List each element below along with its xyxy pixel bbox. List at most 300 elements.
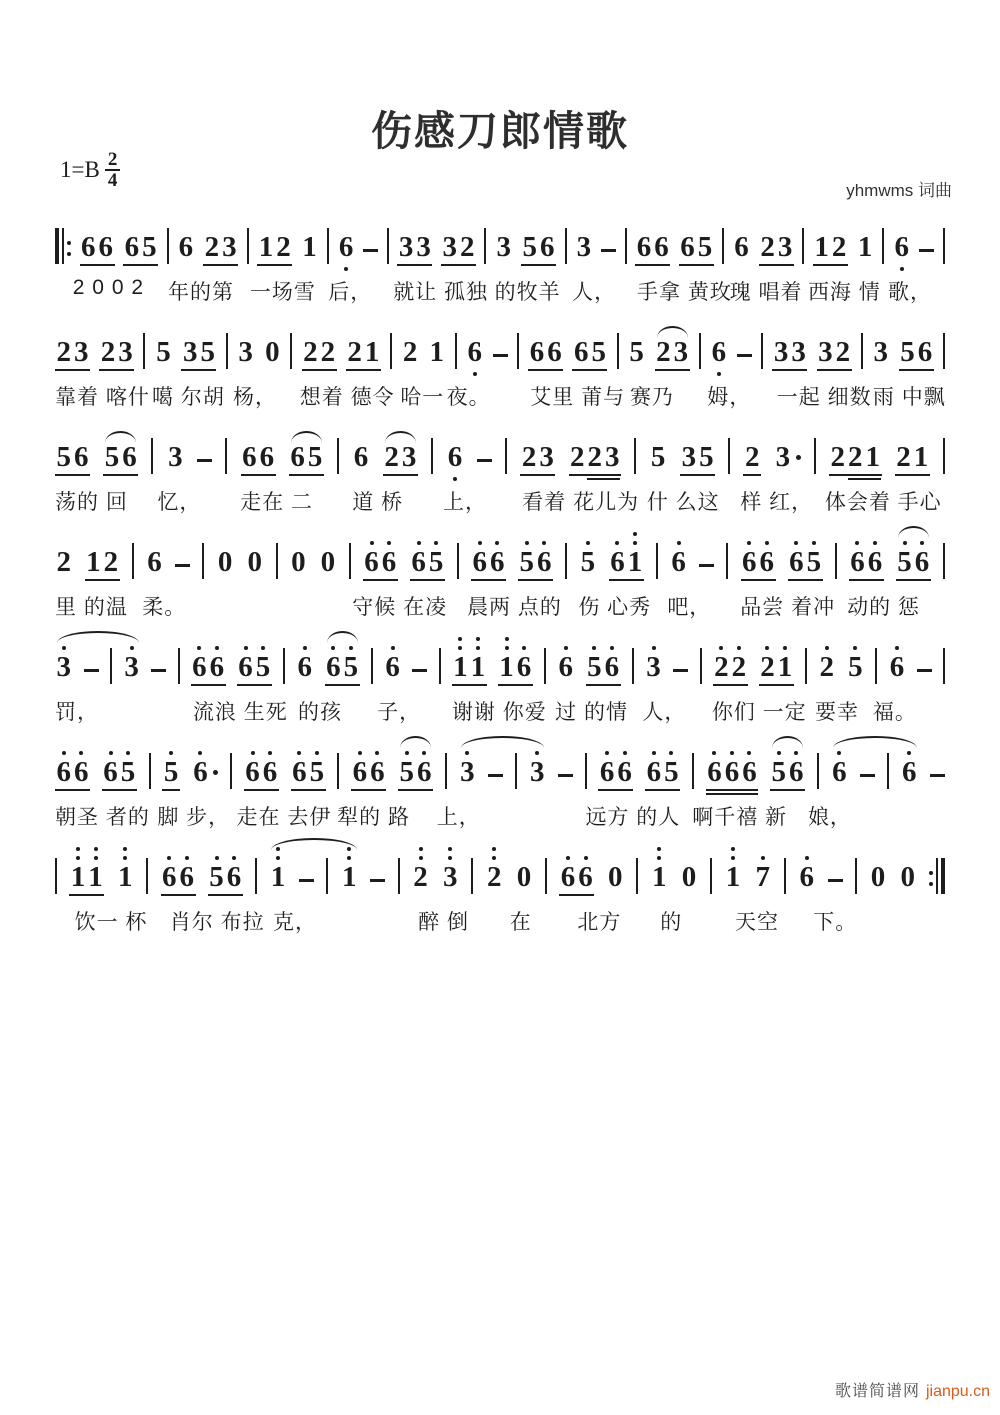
note-group [146,530,164,581]
note-group [572,320,607,371]
high-octave-dot [391,646,395,650]
lyric-line [55,381,945,409]
high-octave-dot [855,541,859,545]
note-digit: 0 [516,861,532,893]
note [319,320,337,367]
site-url: jianpu.cn [925,1383,990,1400]
note [308,740,326,787]
octave-dots [907,740,911,757]
note [216,530,234,577]
note-digit: 6 [472,546,487,578]
note [559,845,577,892]
lyric-line [55,696,945,724]
note-digit: 5 [104,441,120,473]
note [352,425,370,472]
octave-dots [458,635,462,652]
note-group [102,740,137,791]
note-digit: 1 [913,441,929,473]
lyric-fragment: 啊千禧 新 [692,806,788,829]
note [192,740,210,787]
octave-dots [853,635,857,652]
lyric-fragment: 流浪 生死 [192,701,288,724]
note-digit: 6 [364,546,379,578]
note [306,425,324,472]
note-digit: 6 [124,231,140,263]
note [258,425,276,472]
note-group [528,740,546,791]
note [257,215,275,262]
note-group [80,215,115,266]
note-digit: 1 [652,861,667,893]
barline [225,438,227,474]
barline [505,438,507,474]
high-octave-dot [505,637,509,641]
high-octave-dot [232,856,236,860]
note [830,215,848,262]
note-digit: 1 [88,861,103,893]
note [384,635,402,682]
octave-dots [215,845,219,862]
note [772,320,790,367]
note [528,740,546,787]
lyric-fragment: 什 么这 [646,491,720,514]
note [99,320,117,367]
note-digit: 6 [742,546,757,578]
note-group [177,215,195,266]
note-digit: 3 [238,336,253,368]
octave-dots [677,530,681,547]
note-digit: 6 [122,441,137,473]
note [607,845,625,892]
note-digit: 2 [56,336,71,368]
barline [283,648,285,684]
barline [326,858,328,894]
note-group [495,215,513,266]
lyric-line [55,906,945,934]
note [102,530,120,577]
octave-dots [615,530,619,547]
note-digit: 3 [773,336,789,368]
note [55,425,73,472]
note [604,425,622,472]
note [123,215,141,262]
octave-dots [873,530,877,547]
key-text: 1=B [60,157,100,183]
note-digit: 1 [814,231,829,263]
high-octave-dot [458,646,462,650]
dash-note [737,354,752,357]
barline [943,333,945,369]
high-octave-dot [747,751,751,755]
note-group [655,320,690,371]
dash-note [197,459,212,462]
low-octave-dot [717,372,721,376]
note-digit: 2 [402,336,418,368]
note [575,215,593,262]
barline [149,753,151,789]
note-group [384,635,402,686]
note [241,425,259,472]
high-octave-dot [251,751,255,755]
note-digit: 2 [848,441,863,473]
note-digit: 6 [147,546,162,578]
octave-dots [261,635,265,652]
high-octave-dot [434,541,438,545]
notation-line [55,424,945,476]
high-octave-dot [903,541,907,545]
dash-note [299,879,314,882]
note-group [849,530,884,581]
barline [835,543,837,579]
note-digit: 5 [664,756,679,788]
high-octave-dot [62,751,66,755]
note-digit: 3 [443,861,458,893]
lyric-fragment: 柔。 [142,596,187,619]
lyric-fragment: 品尝 着冲 [740,596,836,619]
note-digit: 2 [896,441,911,473]
note-group [55,320,90,371]
note-digit: 6 [516,651,532,683]
octave-dots [315,740,319,757]
lyric-fragment: 娘， [807,806,852,829]
note [412,845,430,892]
barline [545,858,547,894]
high-octave-dot [123,856,127,860]
note [572,320,590,367]
note-digit: 2 [714,651,729,683]
note-digit: 1 [429,336,445,368]
note-group [55,530,73,581]
octave-dots [805,845,809,862]
note-digit: 6 [370,756,385,788]
octave-dots [387,530,391,547]
notation-line [55,529,945,581]
high-octave-dot [79,751,83,755]
note-digit: 5 [309,756,325,788]
note-group [741,530,776,581]
octave-dots [777,740,781,757]
note-group [397,215,432,266]
note-group [337,215,355,266]
note-digit: 2 [347,336,362,368]
barline [855,858,857,894]
lyric-fragment: 雨 中飘 [872,386,946,409]
note-group [788,530,823,581]
time-denominator: 4 [105,169,121,190]
octave-dots [657,845,661,862]
note [208,845,226,892]
note-digit: 5 [255,651,271,683]
octave-dots [652,740,656,757]
dash-note [919,249,934,252]
note-digit: 6 [914,546,930,578]
note-digit: 5 [897,546,912,578]
note-group [569,425,622,476]
octave-dots [130,635,134,652]
note-digit: 2 [760,651,775,683]
high-octave-dot [907,751,911,755]
note-group [895,425,930,476]
octave-dots [783,635,787,652]
note-digit: 6 [547,336,562,368]
notation-line [55,214,945,266]
note-group [296,635,314,686]
note [598,740,616,787]
note-digit: 6 [81,231,96,263]
barline [226,333,228,369]
note-group [759,635,794,686]
high-octave-dot [268,751,272,755]
high-octave-dot [522,646,526,650]
note-digit: 6 [529,336,545,368]
note [400,425,418,472]
note [466,320,484,367]
note [788,740,806,787]
lyric-fragment: 的牧羊 [494,281,561,304]
note [301,215,319,262]
octave-dots [62,635,66,652]
barline [585,753,587,789]
note-digit: 6 [889,651,905,683]
note [55,530,73,577]
note [237,635,255,682]
lyric-fragment: 就让 孤独 [393,281,489,304]
dash-note [477,459,492,462]
note [87,845,105,892]
note [653,215,671,262]
octave-dots [391,635,395,652]
note [536,530,554,577]
note-digit: 1 [453,651,468,683]
note-digit: 5 [650,441,666,473]
high-octave-dot [417,541,421,545]
note-digit: 6 [724,756,740,788]
note-digit: 6 [178,231,194,263]
note-digit: 2 [100,336,116,368]
barline [617,333,619,369]
note-group [208,845,243,896]
lyric-fragment: 走在 二 [240,491,313,514]
octave-dots [825,635,829,652]
high-octave-dot [623,751,627,755]
barline [445,753,447,789]
note-digit: 3 [118,336,133,368]
octave-dots [197,635,201,652]
note-group [216,530,234,581]
note-digit: 6 [599,756,615,788]
note [264,320,282,367]
note [363,320,381,367]
note [774,425,792,472]
note-digit: 5 [399,756,414,788]
high-octave-dot [349,646,353,650]
barline [710,858,712,894]
octave-dots [303,635,307,652]
note-digit: 5 [519,546,534,578]
note-digit: 6 [353,441,369,473]
note-digit: 0 [247,546,262,578]
high-octave-dot [215,856,219,860]
octave-dots [730,740,734,757]
octave-dots [542,530,546,547]
note-group [645,740,680,791]
note [817,320,835,367]
note-digit: 2 [731,651,747,683]
note-group [319,530,337,581]
high-octave-dot [825,646,829,650]
note-digit: 2 [760,231,775,263]
lyric-fragment: 走在 去伊 [236,806,332,829]
notation-line [55,319,945,371]
note [770,740,788,787]
barline [290,333,292,369]
note [181,320,199,367]
lyric-fragment: 吧， [667,596,712,619]
note [706,740,724,787]
note-digit: 5 [848,651,863,683]
note-digit: 6 [789,756,804,788]
lyric-fragment: 要幸 [815,701,860,724]
octave-dots [478,530,482,547]
note-group [466,320,484,371]
note-group [246,530,264,581]
note-digit: 3 [673,336,689,368]
high-octave-dot [315,751,319,755]
note [397,215,415,262]
note-digit: 0 [320,546,336,578]
note [97,215,115,262]
note [178,845,196,892]
note-group [754,845,772,896]
barline [728,438,730,474]
note-digit: 6 [326,651,341,683]
note [916,320,934,367]
high-octave-dot [777,751,781,755]
note [121,425,139,472]
note [577,845,595,892]
note-digit: 3 [56,651,71,683]
notation-line [55,844,945,896]
note [208,635,226,682]
note-group [710,320,728,371]
high-octave-dot [123,847,127,851]
octave-dots [633,530,637,547]
note [85,530,103,577]
note [225,845,243,892]
note-digit: 1 [302,231,317,263]
high-octave-dot [805,856,809,860]
note-group [724,845,742,896]
note [342,635,360,682]
note [899,320,917,367]
note-group [679,215,714,266]
octave-dots [109,740,113,757]
note-digit: 6 [103,756,118,788]
note [528,320,546,367]
high-octave-dot [297,751,301,755]
octave-dots [522,635,526,652]
note [55,635,73,682]
octave-dots [495,530,499,547]
note-digit: 6 [226,861,242,893]
octave-dots [331,635,335,652]
note-digit: 1 [857,231,873,263]
composer-credit: yhmwms 词曲 [846,181,952,200]
note-digit: 2 [303,336,318,368]
note-digit: 5 [587,651,602,683]
low-octave-dot [900,267,904,271]
note [73,740,91,787]
lyric-fragment: 一起 细数 [776,386,872,409]
octave-dots [761,845,765,862]
high-octave-dot [448,847,452,851]
note-group [290,530,308,581]
note [290,530,308,577]
lyric-fragment: 看着 花儿为 [522,491,640,514]
note [856,215,874,262]
note [446,425,464,472]
note [743,425,761,472]
note-group [99,320,134,371]
high-octave-dot [505,646,509,650]
note-digit: 3 [460,756,475,788]
high-octave-dot [476,637,480,641]
low-octave-dot [453,477,457,481]
lyric-fragment: 歌， [888,281,933,304]
barline [515,753,517,789]
high-octave-dot [761,856,765,860]
note-group [412,845,430,896]
lyric-fragment: 下。 [813,911,858,934]
note [679,215,697,262]
site-name: 歌谱简谱网 [834,1383,920,1400]
site-watermark [835,1378,990,1401]
note [199,320,217,367]
note [428,320,446,367]
note-digit: 1 [777,651,793,683]
note-digit: 3 [873,336,889,368]
note [586,635,604,682]
note-digit: 6 [467,336,483,368]
note-digit: 3 [681,441,697,473]
note-digit: 2 [656,336,671,368]
high-octave-dot [130,646,134,650]
octave-dots [731,845,735,862]
note [546,320,564,367]
dash-note [601,249,616,252]
lyric-fragment: 夜。 [446,386,491,409]
dash-note [412,669,427,672]
note-digit: 6 [604,651,620,683]
high-octave-dot [215,646,219,650]
note-group [743,425,761,476]
octave-dots [737,635,741,652]
note [261,740,279,787]
note-digit: 5 [428,546,444,578]
note-digit: 1 [86,546,101,578]
note-group [607,845,625,896]
barline [814,438,816,474]
dash-note [673,669,688,672]
note-digit: 5 [120,756,136,788]
note-digit: 6 [789,546,804,578]
barline [726,543,728,579]
lyric-fragment: 晨两 点的 [467,596,562,619]
lyric-fragment: 过 的情 [555,701,629,724]
note [380,530,398,577]
note [162,740,180,787]
note [569,425,587,472]
